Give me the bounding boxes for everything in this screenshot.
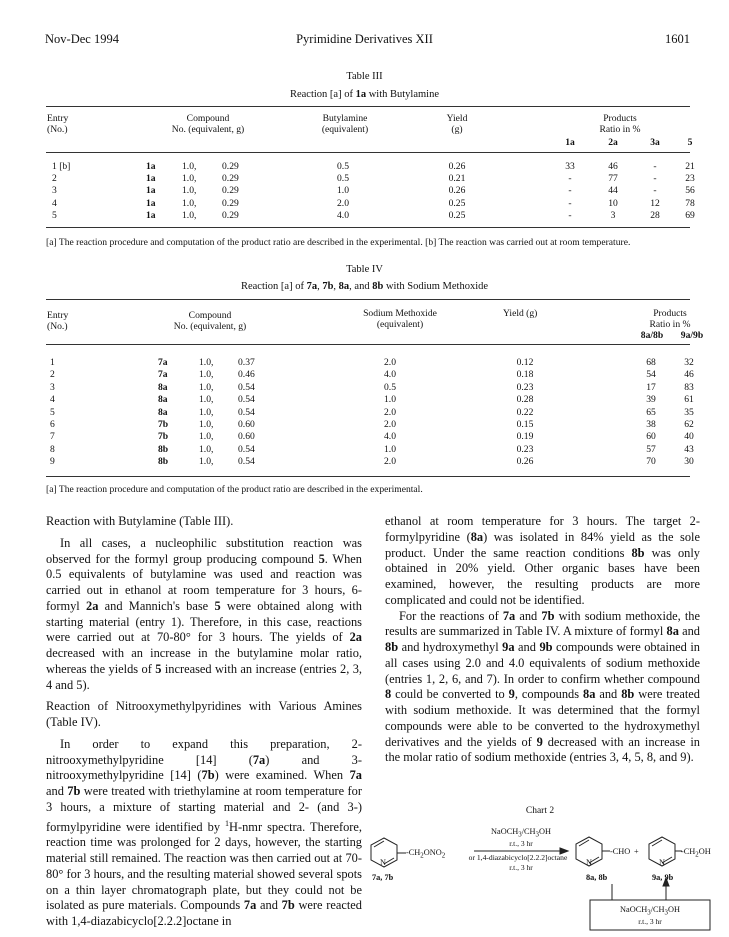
- table3-header-butylamine: Butylamine (equivalent): [321, 113, 369, 136]
- condition-bottom: r.t., 3 hr: [509, 863, 533, 872]
- box-condition: r.t., 3 hr: [638, 917, 662, 926]
- substituent-cho: -CHO: [610, 847, 631, 856]
- table4-cell-entry: 3: [50, 381, 55, 393]
- table4-cell-yield: 0.12: [516, 357, 534, 368]
- table4-cell-yield: 0.23: [516, 443, 534, 455]
- table3-cell-5: 78: [685, 197, 695, 209]
- pyridine-ring-start: [371, 838, 406, 867]
- table3-cell-1a: -: [568, 209, 572, 221]
- table3-cell-yield: 0.25: [448, 209, 466, 221]
- table4-cell-9: 40: [684, 431, 694, 443]
- table4-cell-compound: 8b: [158, 443, 169, 455]
- running-title: Pyrimidine Derivatives XII: [296, 32, 433, 46]
- table3-header-yield: Yield (g): [446, 113, 468, 136]
- table4-cell-9: 30: [684, 456, 694, 468]
- table4-cell-entry: 9: [50, 456, 55, 468]
- table4-cell-entry: 4: [50, 394, 55, 406]
- ring-n-aldehyde: N: [586, 858, 592, 867]
- table3-cell-yield: 0.25: [448, 197, 466, 209]
- table4-cell-entry: 1: [50, 357, 55, 368]
- table3-cell-grams: 0.29: [222, 209, 239, 221]
- page-number: 1601: [665, 32, 690, 46]
- table3-cell-1a: 33: [565, 161, 575, 172]
- table4-cell-grams: 0.60: [238, 431, 255, 443]
- substituent-ch2oh: $-CH_2OH$: [681, 847, 711, 859]
- table3-cell-entry: 5: [52, 209, 57, 221]
- pyridine-ring-alcohol: [649, 837, 682, 866]
- table3-cell-equivalent: 1.0,: [182, 197, 197, 209]
- table4-header-compound: Compound No. (equivalent, g): [173, 310, 247, 333]
- table4-cell-entry: 2: [50, 369, 55, 381]
- substituent-ch2ono2: $-CH_2ONO_2$: [406, 848, 446, 860]
- table4-cell-yield: 0.26: [516, 456, 534, 468]
- table4-cell-compound: 7a: [158, 369, 168, 381]
- table4-cell-yield: 0.19: [516, 431, 534, 443]
- table3-cell-2a: 77: [608, 173, 618, 185]
- table4-cell-yield: 0.23: [516, 381, 534, 393]
- table4-cell-8: 39: [646, 394, 656, 406]
- reagent-top: $NaOCH_3/CH_3OH$: [491, 827, 551, 839]
- table3-col-3a: 3a: [650, 137, 660, 148]
- table3-cell-grams: 0.29: [222, 197, 239, 209]
- table4-col-9: 9a/9b: [680, 330, 704, 341]
- table3-col-5: 5: [687, 137, 693, 148]
- table4-cell-equivalent: 1.0,: [199, 431, 214, 443]
- table3-cell-grams: 0.29: [222, 185, 239, 197]
- table3-cell-butylamine: 2.0: [337, 197, 349, 209]
- table3-bottom-rule: [46, 227, 690, 228]
- table4-cell-compound: 8a: [158, 381, 168, 393]
- table3-cell-5: 56: [685, 185, 695, 197]
- table4-cell-grams: 0.54: [238, 456, 255, 468]
- table3-cell-3a: -: [653, 185, 657, 197]
- table4-cell-8: 70: [646, 456, 656, 468]
- table3-cell-3a: 28: [650, 209, 660, 221]
- table4-cell-yield: 0.18: [516, 369, 534, 381]
- table4-cell-9: 43: [684, 443, 694, 455]
- table3-cell-1a: -: [568, 173, 572, 185]
- right-column: [385, 514, 700, 766]
- table4-cell-compound: 8a: [158, 406, 168, 418]
- table4-cell-equivalent: 1.0,: [199, 381, 214, 393]
- table4-cell-methoxide: 1.0: [384, 394, 396, 406]
- table3-cell-entry: 4: [52, 197, 57, 209]
- table4-cell-grams: 0.54: [238, 406, 255, 418]
- table3-cell-2a: 44: [608, 185, 618, 197]
- table4-cell-entry: 5: [50, 406, 55, 418]
- table3-cell-compound: 1a: [146, 173, 156, 185]
- table3-header-entry: Entry (No.): [47, 113, 69, 136]
- table4-header-entry: Entry (No.): [47, 310, 69, 333]
- table3-cell-5: 23: [685, 173, 695, 185]
- table3-cell-equivalent: 1.0,: [182, 173, 197, 185]
- table3-cell-3a: -: [653, 161, 657, 172]
- table4-cell-methoxide: 2.0: [384, 406, 396, 418]
- table3-top-rule: [46, 106, 690, 107]
- table4-cell-grams: 0.54: [238, 443, 255, 455]
- chart2-scheme: [370, 800, 720, 937]
- condition-top: r.t., 3 hr: [509, 839, 533, 848]
- table4-cell-8: 68: [646, 357, 656, 368]
- table4-cell-methoxide: 2.0: [384, 419, 396, 430]
- table4-cell-entry: 8: [50, 443, 55, 455]
- table3-cell-grams: 0.29: [222, 161, 239, 172]
- table4-cell-grams: 0.46: [238, 369, 255, 381]
- table3-cell-3a: 12: [650, 197, 660, 209]
- table4-cell-compound: 8b: [158, 456, 169, 468]
- label-7a-7b: 7a, 7b: [372, 873, 394, 882]
- table3-cell-compound: 1a: [146, 197, 156, 209]
- table4-cell-yield: 0.15: [516, 419, 534, 430]
- ring-n-alcohol: N: [659, 858, 665, 867]
- table4-cell-methoxide: 4.0: [384, 369, 396, 381]
- table4-cell-8: 38: [646, 419, 656, 430]
- left-column: [46, 514, 362, 930]
- table4-cell-grams: 0.54: [238, 394, 255, 406]
- table4-cell-methoxide: 1.0: [384, 443, 396, 455]
- table3-cell-yield: 0.26: [448, 185, 466, 197]
- table3-cell-2a: 10: [608, 197, 618, 209]
- table3-cell-1a: -: [568, 185, 572, 197]
- paragraph-nitrooxymethyl: In order to expand this preparation, 2-nitrooxymethylpyridine [14] (7a) and 3-nitrooxymethylpyridine [14] (7b) were examined. When 7a and 7b were treated with triethylamine at room temperature for 3 hours, a mixture of starting material and 2- (and 3-) formylpyridine were identified by $^1$H-nmr spectra. Therefore, reaction time was prolonged for 2 days, however, the starting material still remained. The reaction was then carried out at 70-80° for 3 hours, and the resulting material showed several spots on a thin layer chromatograph plate, but they could not be isolated as pure materials. Compounds 7a and 7b were reacted with 1,4-diazabicyclo[2.2.2]octane in: [46, 736, 362, 929]
- table3-caption: Reaction [a] of 1a with Butylamine: [289, 89, 440, 100]
- table3-cell-3a: -: [653, 173, 657, 185]
- table4-cell-9: 83: [684, 381, 694, 393]
- table3-header-rule: [46, 152, 690, 153]
- table3-cell-grams: 0.29: [222, 173, 239, 185]
- table3-cell-compound: 1a: [146, 209, 156, 221]
- table4-top-rule: [46, 299, 690, 300]
- table4-cell-compound: 7a: [158, 357, 168, 368]
- table4-cell-equivalent: 1.0,: [199, 419, 214, 430]
- table4-cell-methoxide: 4.0: [384, 431, 396, 443]
- chart2-title: Chart 2: [525, 806, 555, 816]
- section-heading-nitrooxymethyl: Reaction of Nitrooxymethylpyridines with Various Amines (Table IV).: [46, 699, 362, 729]
- section-heading-butylamine: Reaction with Butylamine (Table III).: [46, 514, 234, 528]
- table3-cell-equivalent: 1.0,: [182, 185, 197, 197]
- table4-cell-8: 57: [646, 443, 656, 455]
- table3-cell-butylamine: 1.0: [337, 185, 349, 197]
- table3-header-compound: Compound No. (equivalent, g): [171, 113, 245, 136]
- table3-cell-yield: 0.26: [448, 161, 466, 172]
- table4-header-yield: Yield (g): [503, 308, 538, 319]
- table3-cell-2a: 3: [610, 209, 616, 221]
- table4-cell-8: 17: [646, 381, 656, 393]
- table4-cell-grams: 0.37: [238, 357, 255, 368]
- running-date: Nov-Dec 1994: [45, 32, 119, 46]
- table3-cell-compound: 1a: [146, 185, 156, 197]
- table3-col-2a: 2a: [608, 137, 618, 148]
- paragraph-methoxide: For the reactions of 7a and 7b with sodium methoxide, the results are summarized in Table IV. A mixture of formyl 8a and 8b and hydroxymethyl 9a and 9b compounds were obtained in all cases using 2.0 and 4.0 equivalents of sodium methoxide (entries 1, 2, 6, and 7). In order to confirm whether compound 8 could be converted to 9, compounds 8a and 8b were treated with sodium methoxide. It was determined that the formyl compounds were able to be converted to the hydroxymethyl derivatives and the yields of 9 decreased with an increase in the molar ratio of sodium methoxide (entries 3, 4, 5, 8, and 9).: [385, 608, 700, 765]
- box-reagent: $NaOCH_3/CH_3OH$: [620, 905, 680, 917]
- table3-cell-entry: 3: [52, 185, 57, 197]
- table3-cell-5: 69: [685, 209, 695, 221]
- table4-header-methoxide: Sodium Methoxide (equivalent): [363, 308, 437, 331]
- table4-cell-equivalent: 1.0,: [199, 394, 214, 406]
- table4-cell-9: 32: [684, 357, 694, 368]
- table3-col-1a: 1a: [565, 137, 575, 148]
- table3-cell-equivalent: 1.0,: [182, 209, 197, 221]
- table4-cell-yield: 0.22: [516, 406, 534, 418]
- label-8a-8b: 8a, 8b: [586, 873, 608, 882]
- table4-bottom-rule: [46, 476, 690, 477]
- table4-cell-equivalent: 1.0,: [199, 443, 214, 455]
- table4-cell-9: 35: [684, 406, 694, 418]
- table4-cell-9: 62: [684, 419, 694, 430]
- table4-caption: Reaction [a] of 7a, 7b, 8a, and 8b with Sodium Methoxide: [240, 281, 489, 292]
- table3-header-products: Products Ratio in %: [599, 113, 641, 136]
- table4-header-products: Products Ratio in %: [649, 308, 691, 331]
- table3-number: Table III: [346, 71, 383, 82]
- table4-cell-methoxide: 2.0: [384, 357, 396, 368]
- table4-cell-9: 46: [684, 369, 694, 381]
- table3-footnote: [a] The reaction procedure and computation of the product ratio are described in the experimental. [b] The reaction was carried out at room temperature.: [46, 237, 631, 248]
- table3-cell-entry: 2: [52, 173, 57, 185]
- table4-footnote: [a] The reaction procedure and computation of the product ratio are described in the experimental.: [46, 484, 423, 495]
- table4-cell-entry: 7: [50, 431, 55, 443]
- table4-cell-entry: 6: [50, 419, 55, 430]
- table3-cell-equivalent: 1.0,: [182, 161, 197, 172]
- table3-cell-butylamine: 0.5: [337, 161, 349, 172]
- table4-cell-grams: 0.60: [238, 419, 255, 430]
- plus-sign: +: [634, 847, 639, 856]
- table4-cell-compound: 7b: [158, 431, 169, 443]
- table4-cell-equivalent: 1.0,: [199, 369, 214, 381]
- table4-cell-8: 60: [646, 431, 656, 443]
- table3-cell-butylamine: 0.5: [337, 173, 349, 185]
- table4-cell-equivalent: 1.0,: [199, 456, 214, 468]
- paragraph-diazabicyclo: ethanol at room temperature for 3 hours. The target 2-formylpyridine (8a) was isolated in 84% yield as the sole product. Under the same reaction conditions 8b was only obtained in 20% yield. Other organic bases have been examined, however, the resulting products are more complicated and could not be identified.: [385, 514, 701, 607]
- table4-cell-equivalent: 1.0,: [199, 357, 214, 368]
- table4-cell-equivalent: 1.0,: [199, 406, 214, 418]
- table4-col-8: 8a/8b: [640, 330, 664, 341]
- table3-cell-2a: 46: [608, 161, 618, 172]
- table4-cell-compound: 7b: [158, 419, 169, 430]
- table4-header-rule: [46, 344, 690, 345]
- table3-cell-1a: -: [568, 197, 572, 209]
- table4-cell-compound: 8a: [158, 394, 168, 406]
- table4-cell-yield: 0.28: [516, 394, 534, 406]
- table3-cell-entry: 1 [b]: [52, 161, 71, 172]
- paragraph-butylamine: In all cases, a nucleophilic substitution reaction was observed for the formyl group producing compound 5. When 0.5 equivalents of butylamine was used and reaction was carried out in ethanol at room temperature for 3 hours, 6-formyl 2a and Mannich's base 5 were obtained along with starting material (entry 1). Therefore, in this case, reactions were carried out at 70-80° for 3 hours. The yields of 2a decreased with an increase in the butylamine molar ratio, whereas the yields of 5 increased with an increase (entries 2, 3, 4 and 5).: [46, 535, 363, 692]
- table3-cell-5: 21: [685, 161, 695, 172]
- table4-number: Table IV: [346, 264, 383, 275]
- table4-cell-8: 54: [646, 369, 656, 381]
- label-9a-9b: 9a, 9b: [652, 873, 674, 882]
- reagent-bottom: or 1,4-diazabicyclo[2.2.2]octane: [468, 853, 568, 862]
- table4-cell-8: 65: [646, 406, 656, 418]
- ring-n-start: N: [380, 858, 386, 867]
- table3-cell-butylamine: 4.0: [337, 209, 349, 221]
- table3-cell-yield: 0.21: [448, 173, 466, 185]
- table4-cell-methoxide: 2.0: [384, 456, 396, 468]
- table4-cell-9: 61: [684, 394, 694, 406]
- table4-cell-grams: 0.54: [238, 381, 255, 393]
- table4-cell-methoxide: 0.5: [384, 381, 396, 393]
- table3-cell-compound: 1a: [146, 161, 156, 172]
